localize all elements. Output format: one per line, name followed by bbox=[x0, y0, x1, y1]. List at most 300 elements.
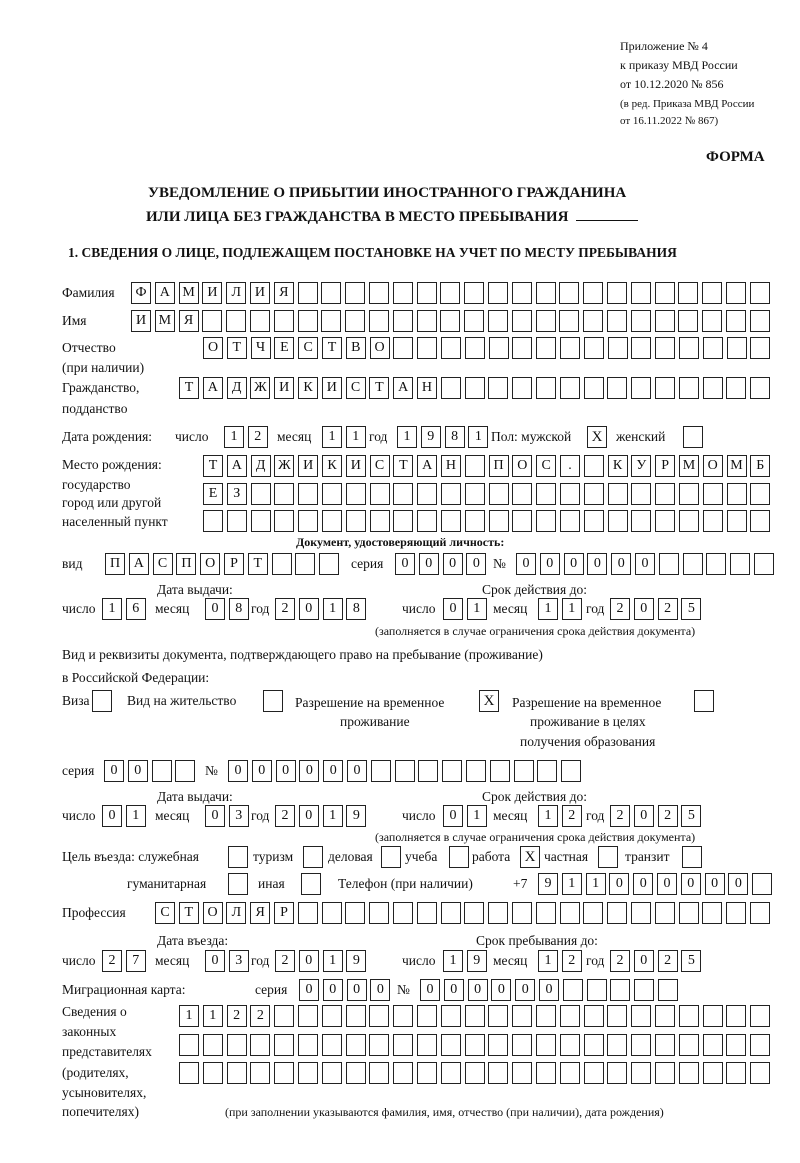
char-cell[interactable]: А bbox=[155, 282, 175, 304]
char-cell[interactable]: 1 bbox=[562, 598, 582, 620]
char-cell[interactable] bbox=[345, 282, 365, 304]
char-cell[interactable] bbox=[512, 1034, 532, 1056]
char-cell[interactable]: 0 bbox=[681, 873, 701, 895]
char-cell[interactable]: 0 bbox=[420, 979, 440, 1001]
char-cell[interactable]: 1 bbox=[322, 426, 342, 448]
char-cell[interactable] bbox=[370, 483, 390, 505]
char-cell[interactable] bbox=[679, 1005, 699, 1027]
char-cell[interactable] bbox=[608, 510, 628, 532]
char-cell[interactable] bbox=[750, 337, 770, 359]
char-cell[interactable] bbox=[655, 1005, 675, 1027]
char-cell[interactable]: 0 bbox=[252, 760, 272, 782]
char-cell[interactable] bbox=[152, 760, 172, 782]
residence-checkbox[interactable] bbox=[263, 690, 283, 712]
char-cell[interactable] bbox=[655, 1062, 675, 1084]
stay-issue-day-field[interactable] bbox=[102, 805, 150, 827]
char-cell[interactable] bbox=[175, 760, 195, 782]
female-checkbox[interactable] bbox=[683, 426, 703, 448]
char-cell[interactable] bbox=[319, 553, 339, 575]
char-cell[interactable] bbox=[536, 1005, 556, 1027]
char-cell[interactable] bbox=[417, 310, 437, 332]
char-cell[interactable]: 2 bbox=[250, 1005, 270, 1027]
char-cell[interactable] bbox=[634, 979, 654, 1001]
purpose-work-checkbox[interactable]: X bbox=[520, 846, 540, 868]
birthplace-row-2[interactable] bbox=[203, 483, 774, 505]
char-cell[interactable]: 0 bbox=[728, 873, 748, 895]
char-cell[interactable]: Ф bbox=[131, 282, 151, 304]
char-cell[interactable]: Д bbox=[227, 377, 247, 399]
char-cell[interactable] bbox=[655, 483, 675, 505]
char-cell[interactable]: 0 bbox=[466, 553, 486, 575]
char-cell[interactable]: Н bbox=[417, 377, 437, 399]
char-cell[interactable]: П bbox=[489, 455, 509, 477]
char-cell[interactable]: А bbox=[203, 377, 223, 399]
char-cell[interactable] bbox=[417, 1034, 437, 1056]
char-cell[interactable] bbox=[584, 337, 604, 359]
until-year-field[interactable] bbox=[610, 950, 705, 972]
char-cell[interactable] bbox=[441, 1034, 461, 1056]
char-cell[interactable]: Л bbox=[226, 902, 246, 924]
char-cell[interactable]: С bbox=[155, 902, 175, 924]
char-cell[interactable] bbox=[584, 377, 604, 399]
char-cell[interactable]: 0 bbox=[102, 805, 122, 827]
char-cell[interactable] bbox=[441, 377, 461, 399]
char-cell[interactable] bbox=[490, 760, 510, 782]
char-cell[interactable] bbox=[536, 1034, 556, 1056]
char-cell[interactable] bbox=[417, 1005, 437, 1027]
char-cell[interactable] bbox=[587, 979, 607, 1001]
char-cell[interactable] bbox=[250, 310, 270, 332]
char-cell[interactable] bbox=[536, 337, 556, 359]
char-cell[interactable] bbox=[584, 455, 604, 477]
char-cell[interactable] bbox=[395, 760, 415, 782]
char-cell[interactable]: Т bbox=[179, 902, 199, 924]
char-cell[interactable]: 0 bbox=[705, 873, 725, 895]
char-cell[interactable]: 6 bbox=[126, 598, 146, 620]
char-cell[interactable] bbox=[251, 510, 271, 532]
char-cell[interactable] bbox=[584, 1005, 604, 1027]
char-cell[interactable] bbox=[465, 510, 485, 532]
char-cell[interactable] bbox=[371, 760, 391, 782]
visa-checkbox[interactable] bbox=[92, 690, 112, 712]
char-cell[interactable]: 1 bbox=[102, 598, 122, 620]
char-cell[interactable] bbox=[750, 377, 770, 399]
char-cell[interactable] bbox=[227, 1034, 247, 1056]
char-cell[interactable] bbox=[202, 310, 222, 332]
char-cell[interactable] bbox=[203, 1062, 223, 1084]
char-cell[interactable]: 8 bbox=[346, 598, 366, 620]
until-day-field[interactable] bbox=[443, 950, 491, 972]
name-field[interactable] bbox=[131, 310, 774, 332]
char-cell[interactable]: 0 bbox=[395, 553, 415, 575]
char-cell[interactable] bbox=[203, 1034, 223, 1056]
char-cell[interactable] bbox=[369, 902, 389, 924]
char-cell[interactable] bbox=[322, 510, 342, 532]
char-cell[interactable]: 0 bbox=[587, 553, 607, 575]
representatives-row-3[interactable] bbox=[179, 1062, 774, 1084]
char-cell[interactable]: Ж bbox=[250, 377, 270, 399]
doc-series-field[interactable] bbox=[395, 553, 490, 575]
char-cell[interactable] bbox=[298, 1005, 318, 1027]
char-cell[interactable] bbox=[322, 1034, 342, 1056]
issue-year-field[interactable] bbox=[275, 598, 370, 620]
purpose-humanitarian-checkbox[interactable] bbox=[228, 873, 248, 895]
char-cell[interactable]: 0 bbox=[634, 598, 654, 620]
char-cell[interactable] bbox=[655, 510, 675, 532]
char-cell[interactable]: 0 bbox=[564, 553, 584, 575]
char-cell[interactable] bbox=[726, 282, 746, 304]
valid-month-field[interactable] bbox=[538, 598, 586, 620]
char-cell[interactable] bbox=[750, 510, 770, 532]
char-cell[interactable] bbox=[298, 483, 318, 505]
char-cell[interactable]: 0 bbox=[609, 873, 629, 895]
char-cell[interactable] bbox=[560, 510, 580, 532]
char-cell[interactable]: С bbox=[370, 455, 390, 477]
male-checkbox[interactable]: X bbox=[587, 426, 607, 448]
char-cell[interactable] bbox=[583, 310, 603, 332]
char-cell[interactable]: Е bbox=[203, 483, 223, 505]
char-cell[interactable]: О bbox=[512, 455, 532, 477]
trp-checkbox[interactable]: X bbox=[479, 690, 499, 712]
char-cell[interactable]: 1 bbox=[323, 805, 343, 827]
char-cell[interactable] bbox=[227, 1062, 247, 1084]
purpose-business-checkbox[interactable] bbox=[381, 846, 401, 868]
patronymic-field[interactable] bbox=[203, 337, 774, 359]
stay-valid-month-field[interactable] bbox=[538, 805, 586, 827]
char-cell[interactable]: К bbox=[608, 455, 628, 477]
char-cell[interactable]: Л bbox=[226, 282, 246, 304]
char-cell[interactable] bbox=[489, 510, 509, 532]
char-cell[interactable]: Я bbox=[250, 902, 270, 924]
birth-day-field[interactable] bbox=[224, 426, 272, 448]
char-cell[interactable]: Н bbox=[441, 455, 461, 477]
char-cell[interactable] bbox=[610, 979, 630, 1001]
char-cell[interactable] bbox=[703, 1062, 723, 1084]
issue-month-field[interactable] bbox=[205, 598, 253, 620]
char-cell[interactable] bbox=[369, 310, 389, 332]
char-cell[interactable]: Т bbox=[248, 553, 268, 575]
char-cell[interactable] bbox=[726, 902, 746, 924]
char-cell[interactable] bbox=[560, 337, 580, 359]
phone-field[interactable] bbox=[538, 873, 776, 895]
char-cell[interactable]: 2 bbox=[562, 950, 582, 972]
char-cell[interactable]: Ж bbox=[274, 455, 294, 477]
char-cell[interactable] bbox=[726, 377, 746, 399]
char-cell[interactable] bbox=[607, 1034, 627, 1056]
char-cell[interactable]: 1 bbox=[126, 805, 146, 827]
char-cell[interactable] bbox=[679, 337, 699, 359]
char-cell[interactable] bbox=[393, 310, 413, 332]
char-cell[interactable] bbox=[298, 282, 318, 304]
char-cell[interactable]: 0 bbox=[633, 873, 653, 895]
char-cell[interactable] bbox=[489, 483, 509, 505]
char-cell[interactable]: 2 bbox=[610, 598, 630, 620]
char-cell[interactable]: 2 bbox=[275, 598, 295, 620]
char-cell[interactable]: Р bbox=[655, 455, 675, 477]
char-cell[interactable] bbox=[464, 310, 484, 332]
char-cell[interactable] bbox=[418, 760, 438, 782]
char-cell[interactable]: 0 bbox=[299, 598, 319, 620]
char-cell[interactable]: 1 bbox=[224, 426, 244, 448]
char-cell[interactable] bbox=[512, 377, 532, 399]
char-cell[interactable] bbox=[417, 1062, 437, 1084]
stay-valid-day-field[interactable] bbox=[443, 805, 491, 827]
char-cell[interactable] bbox=[298, 510, 318, 532]
char-cell[interactable] bbox=[750, 310, 770, 332]
char-cell[interactable]: 0 bbox=[299, 760, 319, 782]
char-cell[interactable] bbox=[607, 902, 627, 924]
char-cell[interactable] bbox=[607, 377, 627, 399]
char-cell[interactable]: 2 bbox=[562, 805, 582, 827]
migration-number-field[interactable] bbox=[420, 979, 682, 1001]
char-cell[interactable] bbox=[584, 483, 604, 505]
char-cell[interactable] bbox=[727, 337, 747, 359]
char-cell[interactable]: 0 bbox=[323, 979, 343, 1001]
char-cell[interactable] bbox=[464, 282, 484, 304]
char-cell[interactable] bbox=[631, 902, 651, 924]
char-cell[interactable]: 9 bbox=[346, 950, 366, 972]
trp-edu-checkbox[interactable] bbox=[694, 690, 714, 712]
char-cell[interactable] bbox=[488, 310, 508, 332]
char-cell[interactable] bbox=[514, 760, 534, 782]
char-cell[interactable]: 0 bbox=[634, 950, 654, 972]
char-cell[interactable] bbox=[417, 510, 437, 532]
char-cell[interactable] bbox=[659, 553, 679, 575]
char-cell[interactable]: К bbox=[322, 455, 342, 477]
char-cell[interactable] bbox=[655, 310, 675, 332]
birth-year-field[interactable] bbox=[397, 426, 492, 448]
char-cell[interactable]: 2 bbox=[658, 805, 678, 827]
char-cell[interactable]: М bbox=[727, 455, 747, 477]
char-cell[interactable]: 0 bbox=[347, 760, 367, 782]
char-cell[interactable]: 1 bbox=[346, 426, 366, 448]
char-cell[interactable]: И bbox=[298, 455, 318, 477]
char-cell[interactable] bbox=[536, 377, 556, 399]
char-cell[interactable]: 5 bbox=[681, 805, 701, 827]
char-cell[interactable] bbox=[417, 902, 437, 924]
entry-month-field[interactable] bbox=[205, 950, 253, 972]
char-cell[interactable]: 9 bbox=[467, 950, 487, 972]
char-cell[interactable] bbox=[750, 1005, 770, 1027]
char-cell[interactable]: 0 bbox=[539, 979, 559, 1001]
citizenship-field[interactable] bbox=[179, 377, 774, 399]
char-cell[interactable] bbox=[727, 483, 747, 505]
char-cell[interactable] bbox=[631, 483, 651, 505]
char-cell[interactable] bbox=[703, 1034, 723, 1056]
char-cell[interactable] bbox=[295, 553, 315, 575]
char-cell[interactable] bbox=[679, 377, 699, 399]
char-cell[interactable]: 0 bbox=[635, 553, 655, 575]
char-cell[interactable] bbox=[441, 483, 461, 505]
purpose-transit-checkbox[interactable] bbox=[682, 846, 702, 868]
until-month-field[interactable] bbox=[538, 950, 586, 972]
char-cell[interactable] bbox=[393, 1034, 413, 1056]
char-cell[interactable]: И bbox=[322, 377, 342, 399]
char-cell[interactable] bbox=[631, 337, 651, 359]
char-cell[interactable] bbox=[679, 483, 699, 505]
char-cell[interactable] bbox=[298, 1062, 318, 1084]
char-cell[interactable] bbox=[703, 510, 723, 532]
char-cell[interactable]: 0 bbox=[657, 873, 677, 895]
char-cell[interactable]: 0 bbox=[347, 979, 367, 1001]
purpose-study-checkbox[interactable] bbox=[449, 846, 469, 868]
profession-field[interactable] bbox=[155, 902, 774, 924]
char-cell[interactable]: Я bbox=[274, 282, 294, 304]
stay-series-field[interactable] bbox=[104, 760, 199, 782]
char-cell[interactable] bbox=[393, 1062, 413, 1084]
char-cell[interactable] bbox=[608, 337, 628, 359]
char-cell[interactable] bbox=[703, 1005, 723, 1027]
char-cell[interactable] bbox=[440, 310, 460, 332]
char-cell[interactable]: 2 bbox=[227, 1005, 247, 1027]
char-cell[interactable]: И bbox=[202, 282, 222, 304]
char-cell[interactable] bbox=[488, 1034, 508, 1056]
char-cell[interactable]: О bbox=[203, 902, 223, 924]
char-cell[interactable] bbox=[512, 902, 532, 924]
char-cell[interactable]: 1 bbox=[538, 805, 558, 827]
char-cell[interactable] bbox=[346, 483, 366, 505]
entry-day-field[interactable] bbox=[102, 950, 150, 972]
purpose-service-checkbox[interactable] bbox=[228, 846, 248, 868]
char-cell[interactable] bbox=[631, 1062, 651, 1084]
char-cell[interactable] bbox=[607, 1005, 627, 1027]
char-cell[interactable] bbox=[466, 760, 486, 782]
char-cell[interactable]: 0 bbox=[516, 553, 536, 575]
doc-number-field[interactable] bbox=[516, 553, 778, 575]
char-cell[interactable]: 0 bbox=[128, 760, 148, 782]
valid-year-field[interactable] bbox=[610, 598, 705, 620]
char-cell[interactable] bbox=[536, 510, 556, 532]
char-cell[interactable] bbox=[488, 1062, 508, 1084]
char-cell[interactable]: М bbox=[155, 310, 175, 332]
char-cell[interactable] bbox=[703, 377, 723, 399]
char-cell[interactable] bbox=[750, 1034, 770, 1056]
char-cell[interactable] bbox=[417, 483, 437, 505]
char-cell[interactable]: 1 bbox=[323, 598, 343, 620]
surname-field[interactable] bbox=[131, 282, 774, 304]
char-cell[interactable] bbox=[727, 510, 747, 532]
char-cell[interactable]: 1 bbox=[203, 1005, 223, 1027]
char-cell[interactable] bbox=[678, 282, 698, 304]
char-cell[interactable]: 1 bbox=[562, 873, 582, 895]
char-cell[interactable] bbox=[754, 553, 774, 575]
char-cell[interactable]: 1 bbox=[467, 598, 487, 620]
char-cell[interactable]: 9 bbox=[346, 805, 366, 827]
char-cell[interactable] bbox=[536, 1062, 556, 1084]
char-cell[interactable] bbox=[607, 282, 627, 304]
char-cell[interactable] bbox=[346, 1034, 366, 1056]
char-cell[interactable] bbox=[441, 902, 461, 924]
char-cell[interactable]: 0 bbox=[299, 979, 319, 1001]
char-cell[interactable] bbox=[750, 282, 770, 304]
char-cell[interactable] bbox=[536, 483, 556, 505]
char-cell[interactable] bbox=[179, 1034, 199, 1056]
char-cell[interactable]: 0 bbox=[205, 805, 225, 827]
char-cell[interactable] bbox=[631, 1034, 651, 1056]
char-cell[interactable]: 0 bbox=[443, 553, 463, 575]
char-cell[interactable]: Б bbox=[750, 455, 770, 477]
char-cell[interactable] bbox=[560, 377, 580, 399]
char-cell[interactable] bbox=[393, 902, 413, 924]
char-cell[interactable]: 3 bbox=[229, 805, 249, 827]
char-cell[interactable] bbox=[465, 455, 485, 477]
char-cell[interactable]: Т bbox=[393, 455, 413, 477]
representatives-row-2[interactable] bbox=[179, 1034, 774, 1056]
char-cell[interactable] bbox=[393, 282, 413, 304]
stay-issue-year-field[interactable] bbox=[275, 805, 370, 827]
char-cell[interactable] bbox=[393, 1005, 413, 1027]
char-cell[interactable]: П bbox=[176, 553, 196, 575]
char-cell[interactable] bbox=[441, 1005, 461, 1027]
char-cell[interactable]: 0 bbox=[370, 979, 390, 1001]
char-cell[interactable] bbox=[274, 510, 294, 532]
char-cell[interactable]: Р bbox=[224, 553, 244, 575]
char-cell[interactable]: Я bbox=[179, 310, 199, 332]
char-cell[interactable] bbox=[512, 1062, 532, 1084]
stay-valid-year-field[interactable] bbox=[610, 805, 705, 827]
char-cell[interactable] bbox=[274, 1034, 294, 1056]
char-cell[interactable]: Т bbox=[203, 455, 223, 477]
purpose-tourism-checkbox[interactable] bbox=[303, 846, 323, 868]
char-cell[interactable] bbox=[393, 510, 413, 532]
char-cell[interactable] bbox=[274, 1005, 294, 1027]
doc-kind-field[interactable] bbox=[105, 553, 343, 575]
char-cell[interactable]: 2 bbox=[658, 598, 678, 620]
char-cell[interactable]: О bbox=[370, 337, 390, 359]
char-cell[interactable] bbox=[417, 282, 437, 304]
char-cell[interactable] bbox=[274, 310, 294, 332]
char-cell[interactable]: 0 bbox=[540, 553, 560, 575]
char-cell[interactable]: С bbox=[346, 377, 366, 399]
char-cell[interactable] bbox=[512, 1005, 532, 1027]
char-cell[interactable]: 0 bbox=[491, 979, 511, 1001]
char-cell[interactable] bbox=[631, 282, 651, 304]
char-cell[interactable] bbox=[560, 1005, 580, 1027]
char-cell[interactable]: И bbox=[346, 455, 366, 477]
char-cell[interactable] bbox=[512, 337, 532, 359]
char-cell[interactable]: Т bbox=[322, 337, 342, 359]
char-cell[interactable]: 1 bbox=[467, 805, 487, 827]
char-cell[interactable] bbox=[631, 510, 651, 532]
char-cell[interactable]: 0 bbox=[634, 805, 654, 827]
char-cell[interactable] bbox=[512, 310, 532, 332]
char-cell[interactable]: И bbox=[274, 377, 294, 399]
char-cell[interactable]: Т bbox=[179, 377, 199, 399]
char-cell[interactable]: З bbox=[227, 483, 247, 505]
char-cell[interactable] bbox=[393, 337, 413, 359]
char-cell[interactable] bbox=[561, 760, 581, 782]
char-cell[interactable] bbox=[226, 310, 246, 332]
char-cell[interactable] bbox=[679, 1034, 699, 1056]
char-cell[interactable] bbox=[298, 1034, 318, 1056]
char-cell[interactable] bbox=[560, 483, 580, 505]
char-cell[interactable] bbox=[464, 902, 484, 924]
char-cell[interactable] bbox=[752, 873, 772, 895]
char-cell[interactable]: С bbox=[536, 455, 556, 477]
char-cell[interactable] bbox=[537, 760, 557, 782]
char-cell[interactable] bbox=[726, 1034, 746, 1056]
char-cell[interactable] bbox=[512, 483, 532, 505]
char-cell[interactable]: 0 bbox=[205, 598, 225, 620]
char-cell[interactable]: 9 bbox=[538, 873, 558, 895]
char-cell[interactable] bbox=[706, 553, 726, 575]
char-cell[interactable] bbox=[203, 510, 223, 532]
char-cell[interactable] bbox=[272, 553, 292, 575]
char-cell[interactable]: О bbox=[203, 337, 223, 359]
char-cell[interactable]: Е bbox=[274, 337, 294, 359]
char-cell[interactable] bbox=[631, 377, 651, 399]
char-cell[interactable] bbox=[584, 510, 604, 532]
